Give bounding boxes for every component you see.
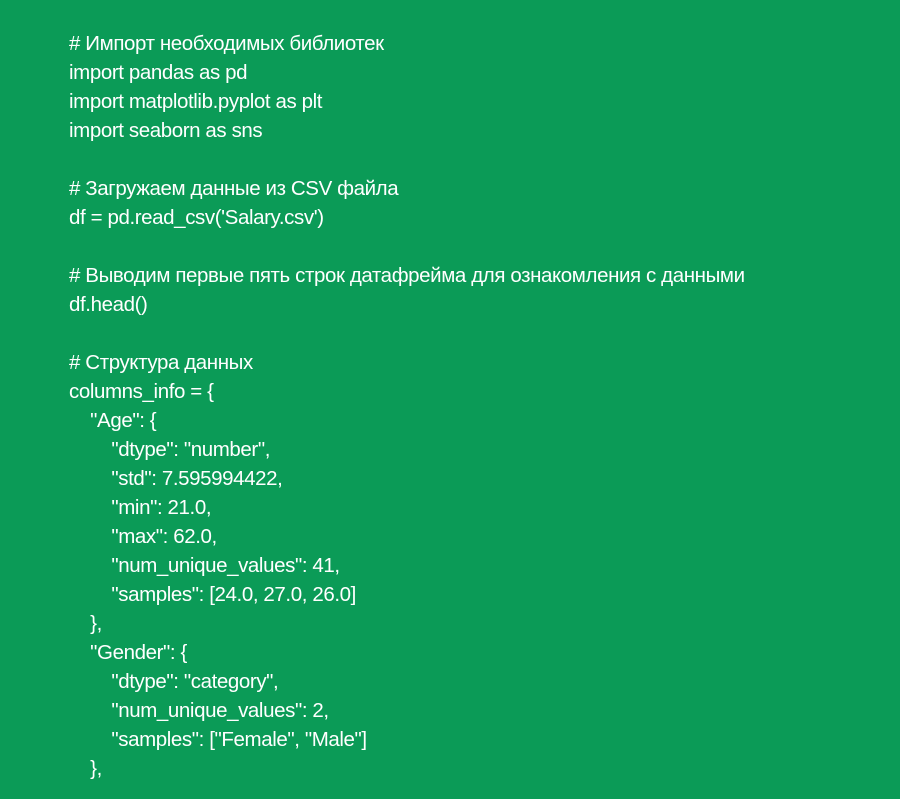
code-line: "num_unique_values": 41, [69, 554, 340, 577]
code-line: "Gender": { [69, 641, 187, 664]
code-line: # Импорт необходимых библиотек [69, 32, 384, 55]
code-line [69, 145, 745, 174]
code-line: df.head() [69, 293, 148, 316]
code-line: import matplotlib.pyplot as plt [69, 90, 323, 113]
code-line: import pandas as pd [69, 61, 248, 84]
code-line [69, 319, 745, 348]
code-line: "samples": [24.0, 27.0, 26.0] [69, 583, 356, 606]
code-line: "dtype": "category", [69, 670, 279, 693]
code-line: "min": 21.0, [69, 496, 212, 519]
code-line: import seaborn as sns [69, 119, 263, 142]
code-line: # Выводим первые пять строк датафрейма для ознакомления с данными [69, 264, 745, 287]
code-line: # Структура данных [69, 351, 253, 374]
code-line: "dtype": "number", [69, 438, 271, 461]
code-block [69, 29, 745, 783]
code-line: "Age": { [69, 409, 157, 432]
code-line: "std": 7.595994422, [69, 467, 283, 490]
code-line [69, 232, 745, 261]
code-line: columns_info = { [69, 380, 214, 403]
code-line: df = pd.read_csv('Salary.csv') [69, 206, 324, 229]
code-line: "num_unique_values": 2, [69, 699, 329, 722]
code-line: }, [69, 757, 102, 780]
code-line: # Загружаем данные из CSV файла [69, 177, 399, 200]
code-line: }, [69, 612, 102, 635]
code-line: "max": 62.0, [69, 525, 217, 548]
code-line: "samples": ["Female", "Male"] [69, 728, 367, 751]
